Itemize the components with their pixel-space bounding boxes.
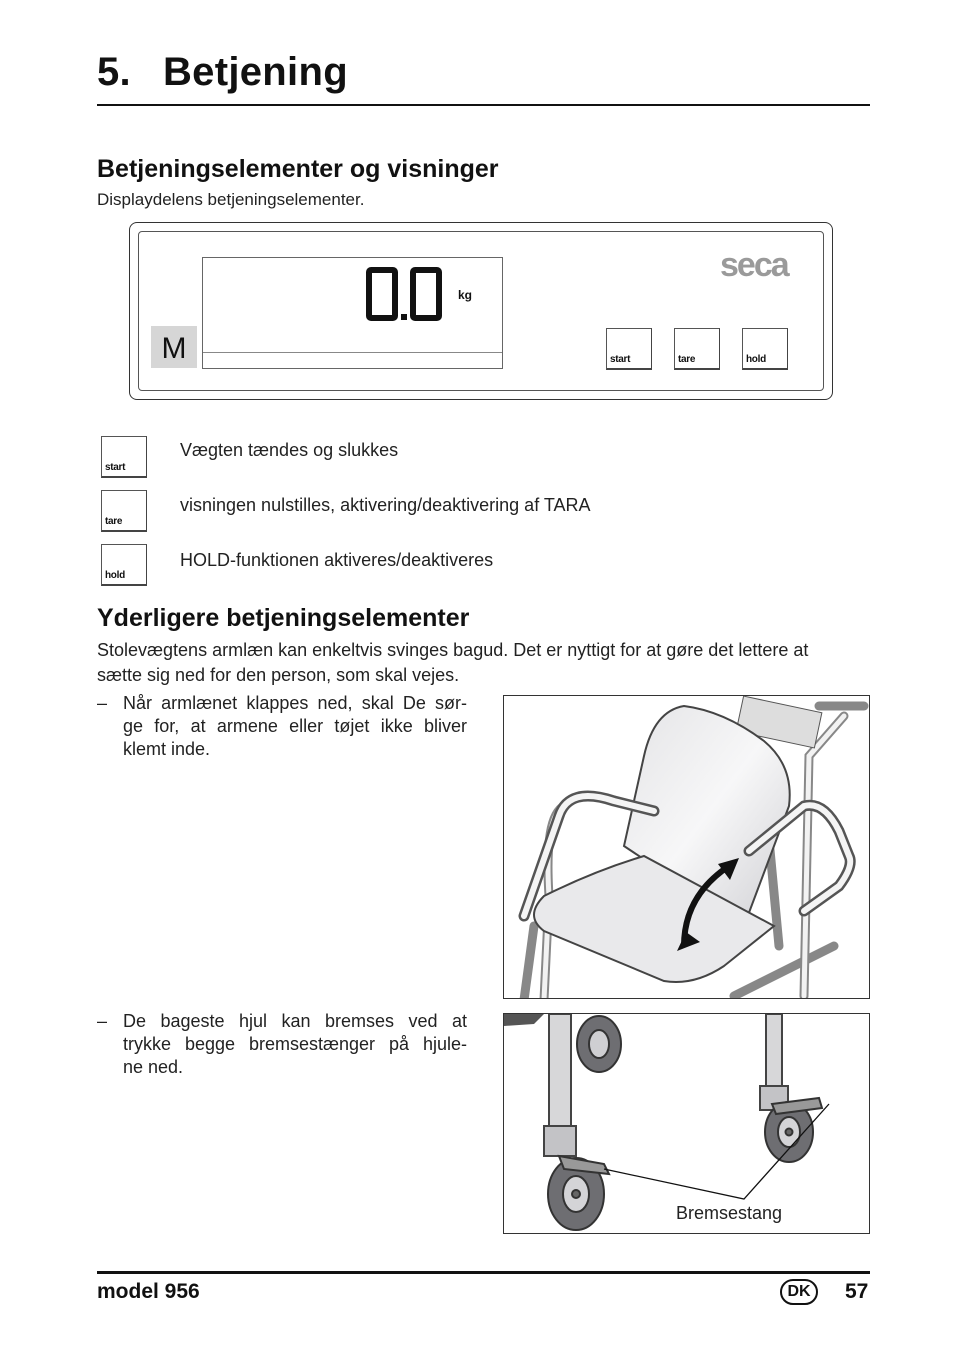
brake-wheels-illustration — [503, 1013, 870, 1234]
subheading-controls: Betjeningselementer og visninger — [97, 155, 499, 183]
tare-button[interactable]: tare — [674, 328, 720, 370]
legend-start-text: Vægten tændes og slukkes — [180, 440, 399, 460]
list-dash-2: – — [97, 1011, 108, 1031]
section-number: 5. — [97, 50, 131, 94]
model-label: model 956 — [97, 1280, 200, 1303]
intro-line-1: Stolevægtens armlæn kan enkeltvis svinges bagud. Det er nyttigt for at gøre det lettere at — [97, 640, 809, 660]
unit-label: kg — [458, 288, 473, 302]
legend-hold-text: HOLD-funktionen aktiveres/deaktiveres — [180, 550, 494, 570]
list-dash: – — [97, 693, 108, 713]
legend-tare-key: tare — [101, 490, 147, 532]
item1-line1: Når armlænet klappes ned, skal De sør- — [123, 693, 467, 713]
legend-start-key: start — [101, 436, 147, 478]
intro-line-2: sætte sig ned for den person, som skal vejes. — [97, 665, 460, 685]
hold-button[interactable]: hold — [742, 328, 788, 370]
legend-hold-key: hold — [101, 544, 147, 586]
page-title — [97, 50, 348, 95]
item2-line2: trykke begge bremsestænger på hjule- — [123, 1034, 467, 1054]
m-button[interactable]: M — [151, 326, 197, 368]
legend-tare-text: visningen nulstilles, aktivering/deaktivering af TARA — [180, 495, 591, 515]
intro-text: Displaydelens betjeningselementer. — [97, 190, 365, 209]
chair-armrest-illustration — [503, 695, 870, 999]
page-number: 57 — [845, 1280, 869, 1303]
section-title: Betjening — [163, 50, 348, 94]
title-rule — [97, 104, 870, 106]
item1-line2: ge for, at armene eller tøjet ikke bliver — [123, 716, 467, 736]
footer-rule — [97, 1271, 870, 1274]
item2-line3: ne ned. — [123, 1057, 184, 1077]
brake-label: Bremsestang — [676, 1203, 783, 1223]
item1-line3: klemt inde. — [123, 739, 211, 759]
start-button[interactable]: start — [606, 328, 652, 370]
subheading-additional: Yderligere betjeningselementer — [97, 604, 470, 632]
lcd-display — [202, 257, 503, 369]
brand-logo: seca — [720, 246, 788, 284]
lcd-reading — [363, 264, 453, 324]
item2-line1: De bageste hjul kan bremses ved at — [123, 1011, 467, 1031]
language-badge: DK — [780, 1279, 818, 1305]
